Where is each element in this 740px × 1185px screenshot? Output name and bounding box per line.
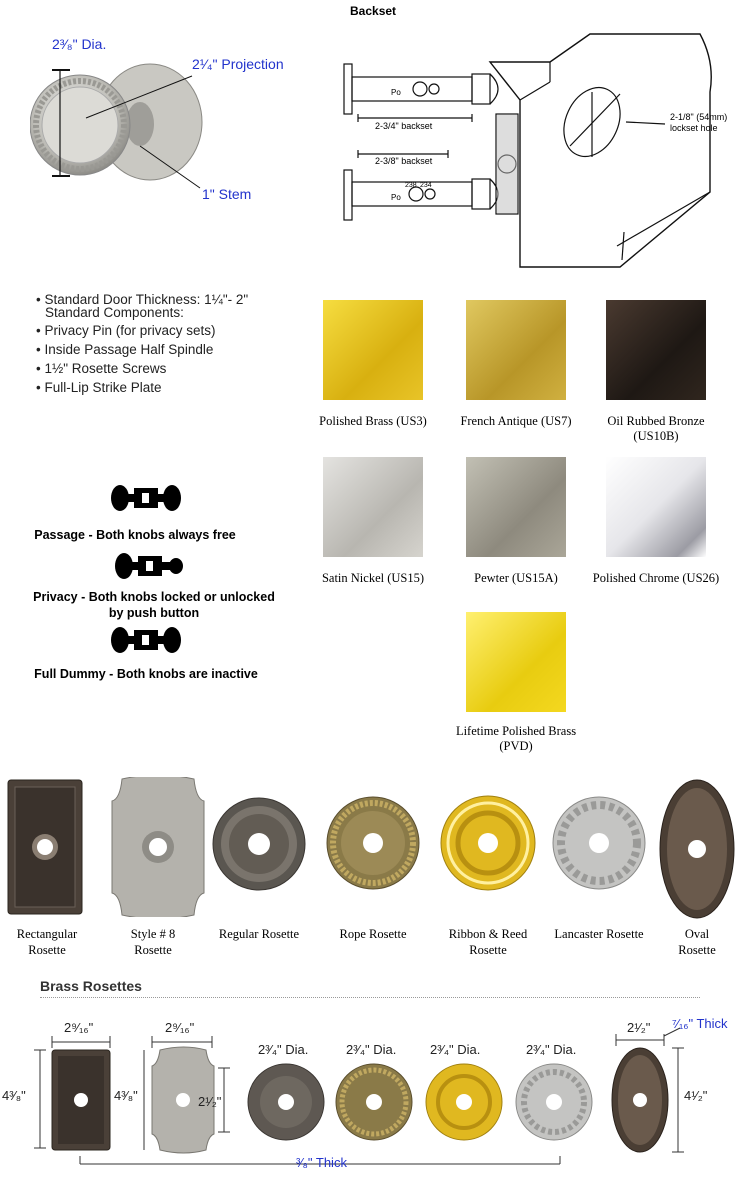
rosette-oval-image	[659, 779, 735, 924]
latch-mark-2: Po	[391, 193, 401, 202]
rosette-name: Oval	[684, 927, 710, 941]
rosette-label-regular: Regular Rosette	[218, 927, 300, 941]
spec-text: Standard Door Thickness: 1¼"- 2"	[44, 292, 249, 307]
finish-name: Oil Rubbed Bronze	[607, 414, 705, 428]
finish-label	[586, 414, 726, 444]
brass-rosettes-title: Brass Rosettes	[40, 978, 142, 994]
spec-half-spindle	[36, 340, 216, 359]
latch-mark-3: 238	[405, 182, 417, 189]
rosette-label-rope: Rope Rosette	[339, 927, 407, 941]
finish-swatch-pewter	[466, 457, 566, 557]
brass-dimension-drawing	[0, 1010, 740, 1180]
spec-text: Inside Passage Half Spindle	[44, 342, 214, 357]
finish-label	[446, 724, 586, 754]
rosette-name-2: Rosette	[678, 943, 716, 957]
finish-swatch-polished-brass	[323, 300, 423, 400]
passage-icon	[110, 484, 182, 517]
knob-diagram	[30, 50, 230, 210]
dia-label-lancaster: 2³⁄₄" Dia.	[526, 1042, 577, 1057]
latch-mark-4: 234	[420, 182, 432, 189]
spec-strike-plate	[36, 378, 216, 397]
knob-projection-label: 2¹⁄₄" Projection	[192, 56, 284, 72]
oval-thick-label: ⁷⁄₁₆" Thick	[672, 1016, 728, 1031]
rosette-regular-image	[212, 797, 306, 896]
latch-mark-1: Po	[391, 88, 401, 97]
rosette-ribbon-reed-image	[440, 795, 536, 896]
thick-label: ³⁄₈" Thick	[296, 1155, 347, 1170]
knob-dia-label: 2³⁄₈" Dia.	[52, 36, 107, 52]
knob-stem-label: 1" Stem	[202, 186, 252, 202]
section-divider	[40, 997, 700, 998]
finish-label: Polished Brass (US3)	[319, 414, 427, 428]
finish-name: Lifetime Polished Brass	[455, 724, 577, 738]
rosette-name: Rectangular	[16, 927, 78, 941]
rosette-rope-image	[326, 796, 420, 895]
finish-swatch-satin-nickel	[323, 457, 423, 557]
rosette-lancaster-image	[552, 796, 646, 895]
spec-text: Privacy Pin (for privacy sets)	[44, 323, 216, 338]
dia-label-rope: 2³⁄₄" Dia.	[346, 1042, 397, 1057]
rosette-name: Ribbon & Reed	[448, 927, 528, 941]
privacy-icon	[114, 552, 186, 585]
specs-subhead: Standard Components:	[45, 305, 184, 320]
rect-width-label: 2⁹⁄₁₆"	[64, 1020, 94, 1035]
lockset-hole-text: lockset hole	[670, 123, 718, 133]
finish-swatch-french-antique	[466, 300, 566, 400]
dummy-icon	[110, 626, 182, 659]
spec-privacy-pin	[36, 321, 216, 340]
rosette-name-2: Rosette	[134, 943, 172, 957]
dia-label-ribbon: 2³⁄₄" Dia.	[430, 1042, 481, 1057]
finish-swatch-oil-rubbed-bronze	[606, 300, 706, 400]
finish-label: Pewter (US15A)	[474, 571, 558, 585]
spec-text: 1½" Rosette Screws	[44, 361, 167, 376]
privacy-label-line2: by push button	[108, 606, 200, 620]
finish-label: Polished Chrome (US26)	[592, 571, 720, 585]
oval-width-label: 2¹⁄₂"	[627, 1020, 651, 1035]
backset-diagram	[330, 22, 730, 272]
finish-code: (PVD)	[499, 739, 533, 753]
rosette-label-style8	[98, 926, 208, 958]
rosette-label-oval	[642, 926, 740, 958]
style8-inner-label: 2¹⁄₂"	[198, 1094, 222, 1109]
style8-width-label: 2⁹⁄₁₆"	[165, 1020, 195, 1035]
backset-title: Backset	[350, 4, 397, 18]
dummy-label: Full Dummy - Both knobs are inactive	[34, 667, 258, 681]
lockset-hole-size: 2-1/8" (54mm)	[670, 112, 728, 122]
privacy-label-line1: Privacy - Both knobs locked or unlocked	[33, 590, 275, 604]
rosette-name: Style # 8	[130, 927, 176, 941]
backset-dim-b: 2-3/8" backset	[375, 156, 433, 166]
rosette-label-lancaster: Lancaster Rosette	[554, 927, 644, 941]
finish-code: (US10B)	[633, 429, 679, 443]
rosette-label-rectangular	[0, 926, 102, 958]
finish-swatch-lifetime-brass	[466, 612, 566, 712]
finish-swatch-polished-chrome	[606, 457, 706, 557]
oval-height-label: 4¹⁄₂"	[684, 1088, 708, 1103]
passage-label: Passage - Both knobs always free	[34, 528, 236, 542]
finish-label: French Antique (US7)	[460, 414, 572, 428]
rosette-name-2: Rosette	[469, 943, 507, 957]
rosette-style8-image	[110, 777, 206, 922]
specs-list-components	[36, 321, 216, 397]
dia-label-regular: 2³⁄₄" Dia.	[258, 1042, 309, 1057]
finish-label: Satin Nickel (US15)	[321, 571, 425, 585]
rosette-label-ribbon-reed	[433, 926, 543, 958]
spec-screws	[36, 359, 216, 378]
lockset-hole-label	[670, 112, 727, 134]
spec-text: Full-Lip Strike Plate	[44, 380, 162, 395]
privacy-label	[4, 589, 304, 621]
backset-dim-a: 2-3/4" backset	[375, 121, 433, 131]
style8-height-label: 4³⁄₈"	[114, 1088, 138, 1103]
rosette-name-2: Rosette	[28, 943, 66, 957]
rect-height-label: 4³⁄₈"	[2, 1088, 26, 1103]
rosette-rectangular-image	[7, 779, 83, 920]
